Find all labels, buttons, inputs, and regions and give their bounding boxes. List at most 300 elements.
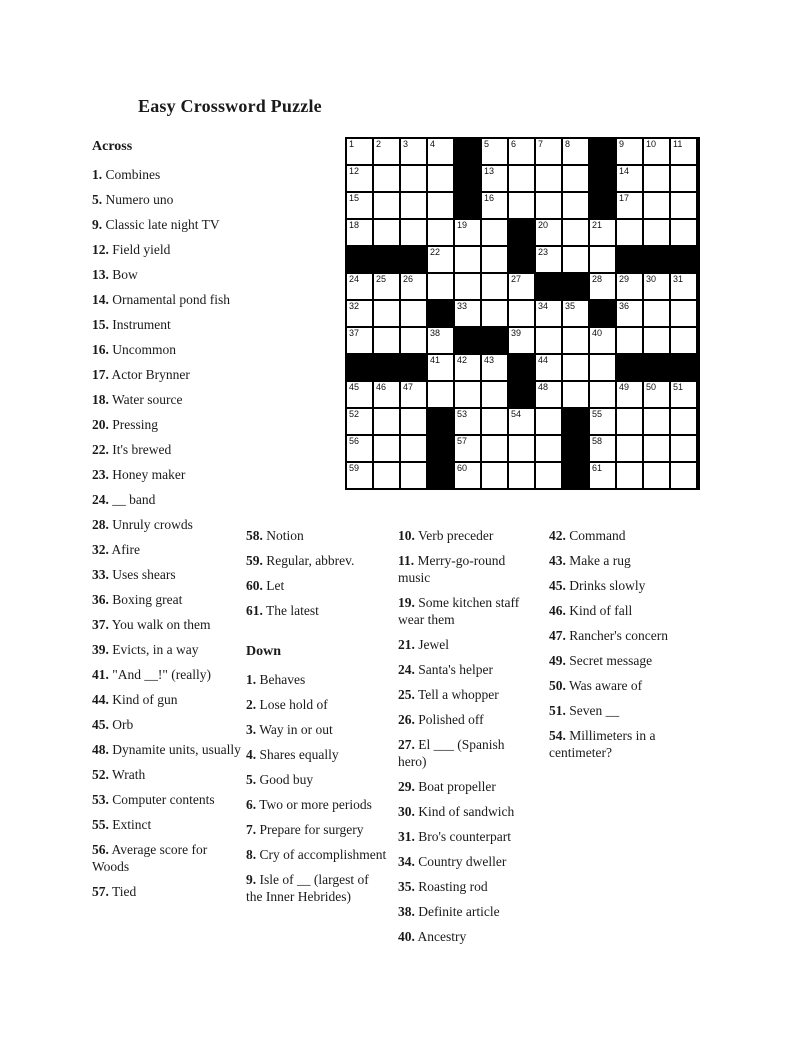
clue-1: [92, 166, 242, 183]
clue-number: 5.: [92, 192, 103, 207]
clue-60: [246, 577, 387, 594]
grid-cell-r7c2[interactable]: [374, 301, 399, 326]
cell-number: 37: [349, 328, 360, 338]
clue-43: [549, 552, 698, 569]
grid-cell-r2c13[interactable]: [671, 166, 696, 191]
grid-cell-r8c12[interactable]: [644, 328, 669, 353]
grid-cell-r2c6[interactable]: [482, 166, 507, 191]
grid-cell-r11c1[interactable]: [347, 409, 372, 434]
cell-number: 3: [403, 139, 409, 149]
grid-cell-r7c6[interactable]: [482, 301, 507, 326]
cell-number: 50: [646, 382, 657, 392]
black-cell-r5c2: [374, 247, 399, 272]
grid-cell-r7c3[interactable]: [401, 301, 426, 326]
clue-24: [398, 661, 535, 678]
clue-text: Ancestry: [414, 929, 467, 944]
grid-cell-r8c11[interactable]: [617, 328, 642, 353]
grid-cell-r6c10[interactable]: [590, 274, 615, 299]
clue-number: 9.: [92, 217, 103, 232]
grid-cell-r13c5[interactable]: [455, 463, 480, 488]
grid-cell-r3c7[interactable]: [509, 193, 534, 218]
clue-column-1: [92, 138, 242, 908]
clue-number: 10.: [398, 528, 415, 543]
black-cell-r1c5: [455, 139, 480, 164]
grid-cell-r9c10[interactable]: [590, 355, 615, 380]
grid-cell-r12c10[interactable]: [590, 436, 615, 461]
grid-cell-r6c2[interactable]: [374, 274, 399, 299]
clue-text: Evicts, in a way: [108, 642, 199, 657]
clue-text: Tell a whopper: [414, 687, 499, 702]
grid-cell-r11c3[interactable]: [401, 409, 426, 434]
cell-number: 12: [349, 166, 360, 176]
grid-cell-r5c6[interactable]: [482, 247, 507, 272]
grid-cell-r4c4[interactable]: [428, 220, 453, 245]
clue-26: [398, 711, 535, 728]
grid-cell-r8c7[interactable]: [509, 328, 534, 353]
clue-18: [92, 391, 242, 408]
clue-text: Boat propeller: [414, 779, 496, 794]
grid-cell-r1c4[interactable]: [428, 139, 453, 164]
clue-text: El ___ (Spanish hero): [398, 737, 505, 769]
clue-text: Shares equally: [256, 747, 339, 762]
grid-cell-r13c1[interactable]: [347, 463, 372, 488]
grid-cell-r12c13[interactable]: [671, 436, 696, 461]
cell-number: 9: [619, 139, 625, 149]
clue-number: 4.: [246, 747, 257, 762]
clue-17: [92, 366, 242, 383]
clue-48: [92, 741, 242, 758]
grid-cell-r13c6[interactable]: [482, 463, 507, 488]
clue-number: 30.: [398, 804, 415, 819]
grid-cell-r11c11[interactable]: [617, 409, 642, 434]
grid-cell-r8c8[interactable]: [536, 328, 561, 353]
grid-cell-r4c6[interactable]: [482, 220, 507, 245]
cell-number: 41: [430, 355, 441, 365]
cell-number: 38: [430, 328, 441, 338]
grid-cell-r3c11[interactable]: [617, 193, 642, 218]
grid-cell-r10c10[interactable]: [590, 382, 615, 407]
grid-cell-r11c8[interactable]: [536, 409, 561, 434]
grid-cell-r4c5[interactable]: [455, 220, 480, 245]
cell-number: 28: [592, 274, 603, 284]
grid-cell-r10c8[interactable]: [536, 382, 561, 407]
clue-number: 2.: [246, 697, 257, 712]
grid-cell-r9c4[interactable]: [428, 355, 453, 380]
grid-cell-r1c9[interactable]: [563, 139, 588, 164]
grid-cell-r13c13[interactable]: [671, 463, 696, 488]
grid-cell-r8c4[interactable]: [428, 328, 453, 353]
cell-number: 40: [592, 328, 603, 338]
cell-number: 2: [376, 139, 382, 149]
clue-27: [398, 736, 535, 770]
clue-text: Merry-go-round music: [398, 553, 506, 585]
grid-cell-r4c2[interactable]: [374, 220, 399, 245]
black-cell-r12c9: [563, 436, 588, 461]
clue-16: [92, 341, 242, 358]
clue-7: [246, 821, 387, 838]
clue-text: You walk on them: [108, 617, 211, 632]
grid-cell-r4c9[interactable]: [563, 220, 588, 245]
grid-cell-r3c2[interactable]: [374, 193, 399, 218]
grid-cell-r10c13[interactable]: [671, 382, 696, 407]
black-cell-r2c5: [455, 166, 480, 191]
clue-number: 56.: [92, 842, 109, 857]
cell-number: 25: [376, 274, 387, 284]
grid-cell-r1c13[interactable]: [671, 139, 696, 164]
clue-text: Notion: [262, 528, 304, 543]
clue-number: 45.: [549, 578, 566, 593]
clue-text: Country dweller: [414, 854, 507, 869]
black-cell-r9c2: [374, 355, 399, 380]
grid-cell-r1c3[interactable]: [401, 139, 426, 164]
grid-cell-r2c11[interactable]: [617, 166, 642, 191]
grid-cell-r5c10[interactable]: [590, 247, 615, 272]
grid-cell-r8c3[interactable]: [401, 328, 426, 353]
grid-cell-r6c1[interactable]: [347, 274, 372, 299]
clue-45: [549, 577, 698, 594]
grid-cell-r13c2[interactable]: [374, 463, 399, 488]
clue-56: [92, 841, 242, 875]
clue-number: 51.: [549, 703, 566, 718]
grid-cell-r2c8[interactable]: [536, 166, 561, 191]
across-clue-list: [92, 166, 242, 900]
black-cell-r3c10: [590, 193, 615, 218]
black-cell-r13c9: [563, 463, 588, 488]
black-cell-r9c1: [347, 355, 372, 380]
across-heading: Across: [92, 139, 133, 154]
grid-cell-r11c7[interactable]: [509, 409, 534, 434]
clue-28: [92, 516, 242, 533]
clue-text: Actor Brynner: [108, 367, 190, 382]
down-heading: Down: [246, 644, 282, 659]
clue-20: [92, 416, 242, 433]
clue-text: Verb preceder: [414, 528, 494, 543]
clue-number: 14.: [92, 292, 109, 307]
grid-cell-r5c8[interactable]: [536, 247, 561, 272]
black-cell-r9c11: [617, 355, 642, 380]
cell-number: 4: [430, 139, 436, 149]
grid-cell-r10c1[interactable]: [347, 382, 372, 407]
grid-cell-r6c13[interactable]: [671, 274, 696, 299]
grid-cell-r3c13[interactable]: [671, 193, 696, 218]
clue-number: 55.: [92, 817, 109, 832]
black-cell-r5c1: [347, 247, 372, 272]
clue-9: [246, 871, 387, 905]
grid-cell-r4c1[interactable]: [347, 220, 372, 245]
cell-number: 56: [349, 436, 360, 446]
grid-cell-r1c7[interactable]: [509, 139, 534, 164]
grid-cell-r7c5[interactable]: [455, 301, 480, 326]
clue-text: Dynamite units, usually: [108, 742, 241, 757]
grid-cell-r7c1[interactable]: [347, 301, 372, 326]
cell-number: 11: [673, 139, 683, 149]
page-title: Easy Crossword Puzzle: [138, 96, 322, 116]
clue-10: [398, 527, 535, 544]
grid-cell-r12c11[interactable]: [617, 436, 642, 461]
clue-text: Unruly crowds: [108, 517, 193, 532]
clue-number: 41.: [92, 667, 109, 682]
grid-cell-r5c9[interactable]: [563, 247, 588, 272]
clue-number: 20.: [92, 417, 109, 432]
grid-cell-r7c8[interactable]: [536, 301, 561, 326]
black-cell-r9c13: [671, 355, 696, 380]
grid-cell-r11c2[interactable]: [374, 409, 399, 434]
clue-number: 50.: [549, 678, 566, 693]
clue-text: Jewel: [414, 637, 449, 652]
grid-cell-r13c12[interactable]: [644, 463, 669, 488]
grid-cell-r4c13[interactable]: [671, 220, 696, 245]
grid-cell-r10c5[interactable]: [455, 382, 480, 407]
grid-cell-r12c12[interactable]: [644, 436, 669, 461]
grid-cell-r3c9[interactable]: [563, 193, 588, 218]
grid-cell-r1c11[interactable]: [617, 139, 642, 164]
grid-cell-r12c8[interactable]: [536, 436, 561, 461]
grid-cell-r8c13[interactable]: [671, 328, 696, 353]
clue-number: 61.: [246, 603, 263, 618]
grid-cell-r8c1[interactable]: [347, 328, 372, 353]
clue-number: 53.: [92, 792, 109, 807]
grid-cell-r4c12[interactable]: [644, 220, 669, 245]
grid-cell-r10c11[interactable]: [617, 382, 642, 407]
grid-cell-r10c3[interactable]: [401, 382, 426, 407]
clue-number: 13.: [92, 267, 109, 282]
clue-text: Way in or out: [256, 722, 333, 737]
clue-24: [92, 491, 242, 508]
black-cell-r11c4: [428, 409, 453, 434]
clue-number: 21.: [398, 637, 415, 652]
grid-cell-r9c9[interactable]: [563, 355, 588, 380]
grid-cell-r13c11[interactable]: [617, 463, 642, 488]
down-clue-list-1: [246, 671, 387, 905]
black-cell-r5c3: [401, 247, 426, 272]
clue-number: 49.: [549, 653, 566, 668]
grid-cell-r2c3[interactable]: [401, 166, 426, 191]
cell-number: 20: [538, 220, 549, 230]
clue-number: 11.: [398, 553, 415, 568]
grid-cell-r10c6[interactable]: [482, 382, 507, 407]
clue-text: Computer contents: [108, 792, 215, 807]
clue-text: Isle of __ (largest of the Inner Hebrides): [246, 872, 369, 904]
clue-21: [398, 636, 535, 653]
grid-cell-r7c13[interactable]: [671, 301, 696, 326]
grid-cell-r5c4[interactable]: [428, 247, 453, 272]
clue-text: Was aware of: [565, 678, 643, 693]
clue-38: [398, 903, 535, 920]
grid-cell-r12c6[interactable]: [482, 436, 507, 461]
grid-cell-r2c1[interactable]: [347, 166, 372, 191]
cell-number: 52: [349, 409, 360, 419]
grid-cell-r3c6[interactable]: [482, 193, 507, 218]
cell-number: 42: [457, 355, 468, 365]
clue-text: Good buy: [256, 772, 314, 787]
grid-cell-r6c6[interactable]: [482, 274, 507, 299]
black-cell-r2c10: [590, 166, 615, 191]
clue-number: 54.: [549, 728, 566, 743]
clue-text: Uses shears: [108, 567, 176, 582]
clue-number: 31.: [398, 829, 415, 844]
grid-cell-r8c10[interactable]: [590, 328, 615, 353]
grid-cell-r5c5[interactable]: [455, 247, 480, 272]
cell-number: 58: [592, 436, 603, 446]
clue-number: 33.: [92, 567, 109, 582]
clue-text: Bow: [108, 267, 138, 282]
black-cell-r9c7: [509, 355, 534, 380]
clue-text: Lose hold of: [256, 697, 328, 712]
clue-44: [92, 691, 242, 708]
clue-text: Water source: [108, 392, 183, 407]
clue-61: [246, 602, 387, 619]
clue-4: [246, 746, 387, 763]
clue-number: 37.: [92, 617, 109, 632]
grid-cell-r11c6[interactable]: [482, 409, 507, 434]
clue-text: Orb: [108, 717, 134, 732]
clue-text: Some kitchen staff wear them: [398, 595, 520, 627]
cell-number: 44: [538, 355, 549, 365]
grid-cell-r7c11[interactable]: [617, 301, 642, 326]
grid-cell-r10c9[interactable]: [563, 382, 588, 407]
clue-number: 38.: [398, 904, 415, 919]
clue-column-3: [398, 527, 535, 953]
cell-number: 32: [349, 301, 360, 311]
clue-number: 28.: [92, 517, 109, 532]
grid-cell-r4c8[interactable]: [536, 220, 561, 245]
grid-cell-r1c12[interactable]: [644, 139, 669, 164]
grid-cell-r11c10[interactable]: [590, 409, 615, 434]
black-cell-r11c9: [563, 409, 588, 434]
clue-number: 29.: [398, 779, 415, 794]
grid-cell-r7c9[interactable]: [563, 301, 588, 326]
clue-text: The latest: [262, 603, 319, 618]
black-cell-r1c10: [590, 139, 615, 164]
grid-cell-r13c7[interactable]: [509, 463, 534, 488]
grid-cell-r4c3[interactable]: [401, 220, 426, 245]
cell-number: 10: [646, 139, 657, 149]
grid-cell-r1c2[interactable]: [374, 139, 399, 164]
clue-text: Drinks slowly: [565, 578, 646, 593]
clue-40: [398, 928, 535, 945]
grid-cell-r13c8[interactable]: [536, 463, 561, 488]
grid-cell-r8c2[interactable]: [374, 328, 399, 353]
grid-cell-r13c10[interactable]: [590, 463, 615, 488]
black-cell-r12c4: [428, 436, 453, 461]
cell-number: 14: [619, 166, 630, 176]
grid-cell-r8c9[interactable]: [563, 328, 588, 353]
cell-number: 48: [538, 382, 549, 392]
clue-49: [549, 652, 698, 669]
grid-cell-r12c7[interactable]: [509, 436, 534, 461]
clue-number: 25.: [398, 687, 415, 702]
black-cell-r13c4: [428, 463, 453, 488]
grid-cell-r6c4[interactable]: [428, 274, 453, 299]
clue-23: [92, 466, 242, 483]
cell-number: 1: [349, 139, 355, 149]
cell-number: 15: [349, 193, 360, 203]
clue-number: 19.: [398, 595, 415, 610]
cell-number: 39: [511, 328, 522, 338]
grid-cell-r6c3[interactable]: [401, 274, 426, 299]
clue-number: 47.: [549, 628, 566, 643]
clue-number: 17.: [92, 367, 109, 382]
clue-8: [246, 846, 387, 863]
clue-number: 6.: [246, 797, 257, 812]
grid-cell-r3c8[interactable]: [536, 193, 561, 218]
grid-cell-r10c2[interactable]: [374, 382, 399, 407]
grid-cell-r6c7[interactable]: [509, 274, 534, 299]
cell-number: 6: [511, 139, 517, 149]
cell-number: 47: [403, 382, 414, 392]
grid-cell-r10c12[interactable]: [644, 382, 669, 407]
grid-cell-r6c12[interactable]: [644, 274, 669, 299]
clue-number: 12.: [92, 242, 109, 257]
clue-53: [92, 791, 242, 808]
grid-cell-r13c3[interactable]: [401, 463, 426, 488]
clue-text: Classic late night TV: [102, 217, 220, 232]
grid-cell-r12c3[interactable]: [401, 436, 426, 461]
cell-number: 13: [484, 166, 495, 176]
grid-cell-r2c9[interactable]: [563, 166, 588, 191]
grid-cell-r12c2[interactable]: [374, 436, 399, 461]
grid-cell-r12c5[interactable]: [455, 436, 480, 461]
grid-cell-r3c12[interactable]: [644, 193, 669, 218]
clue-text: __ band: [108, 492, 156, 507]
grid-cell-r3c3[interactable]: [401, 193, 426, 218]
black-cell-r7c10: [590, 301, 615, 326]
grid-cell-r6c5[interactable]: [455, 274, 480, 299]
grid-cell-r12c1[interactable]: [347, 436, 372, 461]
grid-cell-r9c6[interactable]: [482, 355, 507, 380]
clue-32: [92, 541, 242, 558]
black-cell-r3c5: [455, 193, 480, 218]
cell-number: 46: [376, 382, 387, 392]
grid-cell-r3c4[interactable]: [428, 193, 453, 218]
cell-number: 19: [457, 220, 468, 230]
grid-cell-r1c8[interactable]: [536, 139, 561, 164]
grid-cell-r1c6[interactable]: [482, 139, 507, 164]
cell-number: 8: [565, 139, 571, 149]
clue-number: 9.: [246, 872, 257, 887]
clue-number: 43.: [549, 553, 566, 568]
clue-34: [398, 853, 535, 870]
grid-cell-r6c11[interactable]: [617, 274, 642, 299]
grid-cell-r3c1[interactable]: [347, 193, 372, 218]
grid-cell-r1c1[interactable]: [347, 139, 372, 164]
grid-cell-r2c7[interactable]: [509, 166, 534, 191]
black-cell-r6c9: [563, 274, 588, 299]
grid-cell-r4c11[interactable]: [617, 220, 642, 245]
grid-cell-r11c13[interactable]: [671, 409, 696, 434]
grid-cell-r9c5[interactable]: [455, 355, 480, 380]
grid-cell-r2c4[interactable]: [428, 166, 453, 191]
clue-text: Extinct: [108, 817, 152, 832]
grid-cell-r7c12[interactable]: [644, 301, 669, 326]
black-cell-r8c6: [482, 328, 507, 353]
clue-number: 26.: [398, 712, 415, 727]
grid-cell-r9c8[interactable]: [536, 355, 561, 380]
clue-text: Rancher's concern: [565, 628, 669, 643]
cell-number: 30: [646, 274, 657, 284]
grid-cell-r2c12[interactable]: [644, 166, 669, 191]
clue-1: [246, 671, 387, 688]
black-cell-r7c4: [428, 301, 453, 326]
grid-cell-r7c7[interactable]: [509, 301, 534, 326]
grid-cell-r11c5[interactable]: [455, 409, 480, 434]
grid-cell-r10c4[interactable]: [428, 382, 453, 407]
grid-cell-r2c2[interactable]: [374, 166, 399, 191]
grid-cell-r11c12[interactable]: [644, 409, 669, 434]
clue-text: Combines: [102, 167, 161, 182]
clue-30: [398, 803, 535, 820]
grid-cell-r4c10[interactable]: [590, 220, 615, 245]
